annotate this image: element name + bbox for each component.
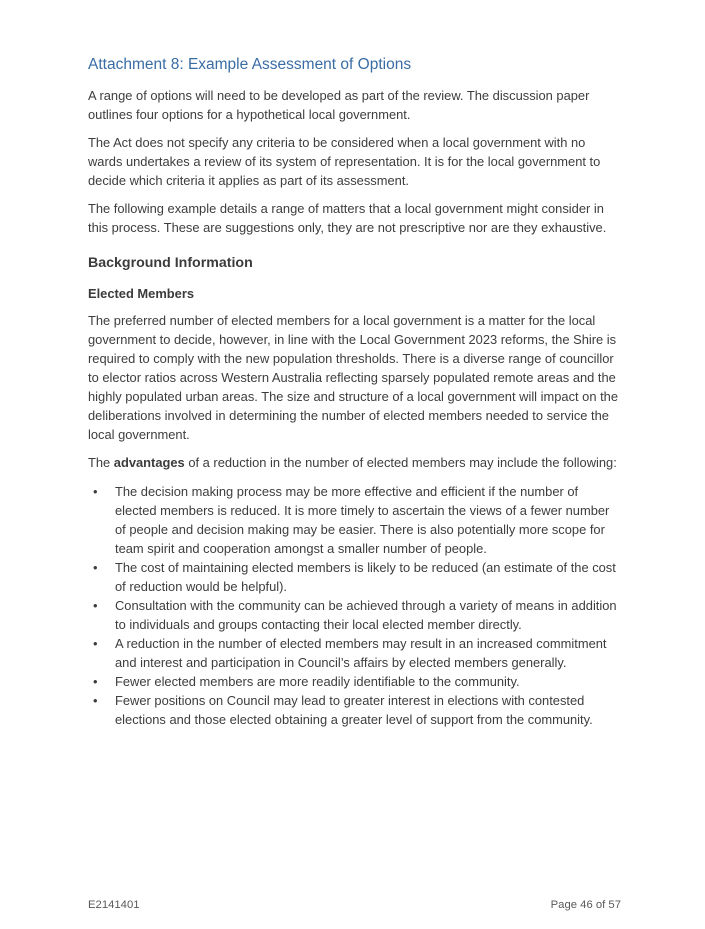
section-heading-background-information: Background Information <box>88 255 253 271</box>
bullet-text: Fewer positions on Council may lead to greater interest in elections with contested elections and those elected obtaining a greater level of support from the community. <box>115 693 593 727</box>
bullet-icon: • <box>93 636 98 651</box>
list-item <box>88 596 621 634</box>
intro-paragraph-1: A range of options will need to be developed as part of the review. The discussion paper outlines four options for a hypothetical local government. <box>88 88 590 122</box>
elected-members-paragraph: The preferred number of elected members for a local government is a matter for the local government to decide, however, in line with the Local Government 2023 reforms, the Shire is required to comply with the new population thresholds. There is a diverse range of councillor to elector ratios across Western Australia reflecting sparsely populated remote areas and the highly populated urban areas. The size and structure of a local government will impact on the deliberations involved in determining the number of elected members needed to service the local government. <box>88 313 619 442</box>
bullet-text: Consultation with the community can be achieved through a variety of means in addition to individuals and groups contacting their local elected member directly. <box>115 598 617 632</box>
advantages-prefix: The <box>88 455 114 470</box>
list-item <box>88 672 621 691</box>
list-item <box>88 558 621 596</box>
advantages-intro-paragraph <box>88 453 621 472</box>
page-footer <box>88 899 621 912</box>
list-item <box>88 482 621 558</box>
bullet-text: Fewer elected members are more readily identifiable to the community. <box>115 674 520 689</box>
list-item <box>88 634 621 672</box>
bullet-icon: • <box>93 560 98 575</box>
intro-paragraph-2: The Act does not specify any criteria to be considered when a local government with no wards undertakes a review of its system of representation. It is for the local government to decide which criteria it applies as part of its assessment. <box>88 135 601 188</box>
bullet-text: A reduction in the number of elected members may result in an increased commitment and interest and participation in Council’s affairs by elected members generally. <box>115 636 607 670</box>
advantages-bold-word: advantages <box>113 455 185 470</box>
bullet-icon: • <box>93 484 98 499</box>
subsection-heading-elected-members: Elected Members <box>88 286 195 301</box>
list-item <box>88 691 621 729</box>
intro-paragraph-3: The following example details a range of matters that a local government might consider in this process. These are suggestions only, they are not prescriptive nor are they exhaustive. <box>88 201 607 235</box>
bullet-text: The cost of maintaining elected members is likely to be reduced (an estimate of the cost of reduction would be helpful). <box>115 560 616 594</box>
advantages-bullet-list <box>88 482 621 729</box>
footer-page-number: Page 46 of 57 <box>550 899 621 911</box>
bullet-icon: • <box>93 674 98 689</box>
bullet-icon: • <box>93 598 98 613</box>
footer-document-number: E2141401 <box>88 899 140 911</box>
bullet-text: The decision making process may be more effective and efficient if the number of elected members is reduced. It is more timely to ascertain the views of a fewer number of people and decision making may be easier. There is also potentially more scope for team spirit and cooperation amongst a smaller number of people. <box>115 484 610 556</box>
bullet-icon: • <box>93 693 98 708</box>
advantages-suffix: of a reduction in the number of elected members may include the following: <box>184 455 617 470</box>
page-title: Attachment 8: Example Assessment of Options <box>88 56 412 73</box>
